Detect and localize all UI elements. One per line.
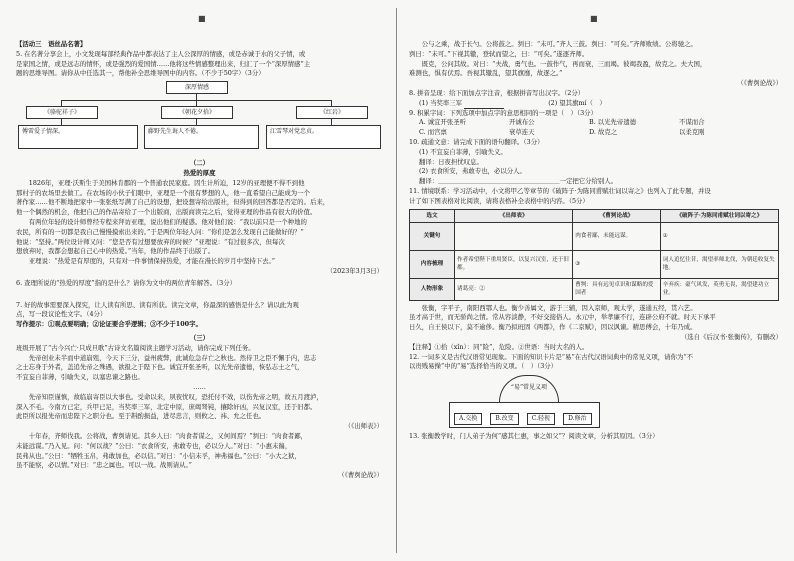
q9-option-pair: 不谋而合 [679, 118, 705, 127]
activity-title: 【活动三 语丝品名著】 [16, 40, 87, 48]
q8-items [409, 99, 782, 109]
question-6: 6. 查理所说的“热爱的厚度”指的是什么？请你为文中的两位青年解答。（3分） [16, 278, 237, 287]
section-number: （三） [189, 333, 210, 342]
passage-title: 热爱的厚度 [183, 168, 216, 177]
question-12: 12. 一词多义是古代汉语常见现象。下面的知识卡片是“易”在古代汉语词典中的常见义项，请你为“不 [409, 352, 694, 361]
passage-line: 他一个偶然的机会，他把自己的作品寄给了一个出版商，出版商读完之后，觉得亚理的作品有很大的价值。 [16, 208, 317, 217]
section-number: （二） [189, 159, 210, 168]
q10-item: (1) 不宜妄自菲薄，引喻失义。 [419, 147, 507, 156]
answer-blank[interactable] [464, 102, 504, 109]
card-title: “易”常见义项 [499, 375, 559, 402]
table-cell: 关键句 [410, 222, 455, 250]
question-8: 8. 拼音呈现：给下面加点字注音，根据拼音写出汉字。（2分） [409, 88, 585, 97]
table-cell[interactable]: ① [660, 222, 778, 250]
passage-source: （《曹刿论战》） [338, 471, 383, 480]
question-11: 11. 情境联系：学习活动中，小文将甲乙等章节的《破阵子·为陈同甫赋壮词以寄之》也列入了此专题，并设 [409, 186, 711, 195]
question-9: 9. 积累字词：下列选项中加点字的意思相同的一项是（ ）（3分） [409, 108, 597, 117]
mindmap-branch: 《红岩》 [296, 106, 368, 119]
q8-item: (2) 望其旗mí（ ） [548, 98, 606, 107]
passage-source: （《曹刿论战》） [737, 79, 782, 88]
comparison-table [409, 209, 779, 301]
table-header: 《曹刿论战》 [573, 209, 661, 222]
table-cell[interactable] [455, 222, 573, 250]
table-cell: 肉食者鄙，未能远谋。 [573, 222, 661, 250]
question-12: 以贵贱易操”中的“易”选择恰当的义项。（ ）（3分） [409, 362, 558, 371]
q9-option: A. 诚宜开张圣听 [419, 118, 467, 127]
passage-line: 十年春，齐师伐我。公将战，曹刿请见。其乡人曰：“肉食者谋之，又何间焉？”刿曰：“肉食者鄙， [28, 431, 308, 440]
passage-ellipsis: …… [193, 382, 206, 391]
question-11: 计了如下图表格对比阅读，请将表格补全表格中的内容。（5分） [409, 196, 589, 205]
passage-line: 难测也，惧有伏焉。吾视其辙乱，望其旗靡，故逐之。” [409, 69, 563, 78]
table-row [410, 278, 779, 300]
binding-mark: ■ [198, 14, 206, 23]
mindmap-leaf: 傅雷爱子情深。 [18, 125, 138, 149]
passage-line: 想放弃时，我都会想起自己心中的热爱。”当年，他的作品终于出版了。 [16, 247, 215, 256]
mindmap-leaf: 藤野先生诲人不倦。 [144, 125, 259, 149]
passage-line: 未能远谋。”乃入见。问：“何以战？”公曰：“衣食所安，弗敢专也，必以分人。”对曰：“小惠未徧， [16, 441, 292, 450]
q9-option: C. 而宫禀 [419, 128, 447, 137]
passage-line: 刿曰：“未可。”下视其辙，登轼而望之，曰：“可矣。”遂逐齐师。 [409, 49, 589, 58]
passage-line: 之士忘身于外者，盖追先帝之殊遇，欲报之于陛下也。诚宜开张圣听，以光先帝遗德，恢弘志士之气， [16, 363, 304, 372]
passage-line: 1826年，亚理·沃斯生于美国林肯郡的一个普通农民家庭。因生计所迫，12岁的亚理便不得不到他 [28, 178, 305, 187]
knowledge-card [449, 375, 782, 428]
q9-option-pair: 开诚布公 [509, 118, 535, 127]
mindmap-root: 深厚情感 [166, 81, 228, 94]
card-option: C.轻视 [527, 413, 555, 425]
table-cell: 词人追忆往昔，渴望率师北伐，为朝廷收复失地。 [660, 250, 778, 278]
right-page [397, 0, 794, 561]
q9-option-pair: 以柔克刚 [679, 128, 705, 137]
mindmap-leaf: 江雪琴对党忠贞。 [266, 125, 381, 149]
writing-hint: 写作提示：①观点要明确；②论证要合乎逻辑；③不少于100字。 [16, 320, 202, 329]
q10-item: 翻译：日夜担忧叹息。 [419, 157, 483, 166]
passage-line: 此臣所以报先帝而忠陛下之职分也。至于斟酌损益，进尽忠言，则攸之、祎、允之任也。 [16, 412, 266, 421]
question-7: 7. 好的故事需要深入探究，让人读有所思、读有所获。读完文章，你最深的感悟是什么？请以此为观 [16, 300, 299, 309]
q5-line: 是家国之情，或是远志的情怀，或是强烈的爱国情……他将这些情感整理出来，归汇了一个“深厚情感”主 [16, 59, 311, 68]
passage-line: 深入不毛。今南方已定，兵甲已足，当奖率三军，北定中原，庶竭驽钝，攘除奸凶，兴复汉室，还于旧都。 [16, 402, 317, 411]
card-options [449, 402, 600, 428]
card-option: A.交换 [454, 413, 482, 425]
table-header: 《出师表》 [455, 209, 573, 222]
passage-line: 他说：“坚持。”两位设计师又问：“您是否有过想要放弃的时候？”亚理说：“有过很多次，但每次 [16, 237, 285, 246]
question-13: 13. 张衡教学时，门人弟子为何“感其仁惠，事之如父”？阅读文章，分析其原因。（3分） [409, 432, 659, 441]
passage-line: 民弗从也。”公曰：“牺牲玉帛，弗敢加也，必以信。”对曰：“小信未孚，神弗福也。”公曰：“小大之狱， [16, 451, 301, 460]
q9-option: B. 以光先帝遗德 [589, 118, 637, 127]
table-header: 选文 [410, 209, 455, 222]
card-option: B.改变 [490, 413, 518, 425]
question-7: 点，写一段议论性文字。（4分） [16, 310, 107, 319]
mindmap-branch: 《骆驼祥子》 [26, 106, 98, 119]
table-header-row [410, 209, 779, 222]
q9-options-row [409, 118, 782, 128]
mindmap-branch: 《朝花夕拾》 [161, 106, 233, 119]
q5-line: 5. 在名著分享会上，小文发现每部经典作品中都表达了主人公深厚的情感，或是赤诚于水的父子情，或 [16, 49, 306, 58]
table-cell[interactable]: ③ [573, 250, 661, 278]
passage-source: （《出师表》） [344, 422, 383, 431]
passage-line: 农民，所有的一切都是我自己慢慢摸索出来的。”于是两位年轻人问：“你们是怎么发现自己能做好的？” [16, 227, 304, 236]
passage-source: （选自《后汉书·张衡传》，有删改） [680, 332, 782, 341]
mindmap [16, 79, 383, 159]
passage-line: 不宜妄自菲薄，引喻失义，以塞忠谏之路也。 [16, 373, 144, 382]
question-10: 10. 疏通文意：请完成下面的语句翻译。（3分） [409, 137, 544, 146]
passage-line: 既克，公问其故。对曰：“夫战，勇气也。一鼓作气，再而衰，三而竭。彼竭我盈，故克之。夫大国， [421, 59, 707, 68]
table-cell[interactable]: 诸葛亮：② [455, 278, 573, 300]
table-cell: 辛弃疾：豪气风发，英勇无畏，渴望建功立业。 [660, 278, 778, 300]
card-option: D.修治 [563, 413, 592, 425]
q8-item: (1) 当奖率三军 [419, 98, 463, 107]
q10-item: 翻译：＿＿＿＿＿＿＿＿＿＿＿＿＿＿＿＿＿＿＿一定把它分给别人。 [419, 177, 618, 186]
table-cell: 人物形象 [410, 278, 455, 300]
table-header: 《破阵子·为陈同甫赋壮词以寄之》 [660, 209, 778, 222]
passage-line: 先帝知臣谨慎，故临崩寄臣以大事也。受命以来，夙夜忧叹，恐托付不效，以伤先帝之明，故五月渡泸， [28, 392, 323, 401]
table-row [410, 222, 779, 250]
q9-option-pair: 衰草连天 [509, 128, 535, 137]
passage-line: 虽不能察，必以情。”对曰：“忠之属也。可以一战。战则请从。” [16, 461, 192, 470]
section-intro: 班级开展了“古今兴亡·只成旦歌”古诗文名篇阅读主题学习活动，请你完成下列任务。 [16, 343, 255, 352]
passage-line: 有两位年轻的设计师曾经专程来拜访亚理，说出他们的疑惑。他对他们说：“我以前只是一个种地的 [28, 217, 307, 226]
q5-line: 题的思维导图。请你从中任选其一，帮他补全思维导图中的内容。（不少于50字）（3分） [16, 69, 265, 78]
table-cell: 作者希望陛下重用贤臣，以复兴汉室，还于旧都。 [455, 250, 573, 278]
passage-line: 亚理说：“热爱是有厚度的，只有对一件事情保持热爱，才能在漫长的岁月中坚持下去。” [28, 257, 275, 266]
q10-item: (2) 衣食所安，弗敢专也，必以分人。 [419, 167, 526, 176]
passage-source: （2023年3月3日） [326, 266, 383, 275]
binding-mark: ■ [590, 14, 598, 23]
table-row [410, 250, 779, 278]
table-cell: 曹刿：具有远见卓识和谋略的爱国者 [573, 278, 661, 300]
passage-line: 张衡，字平子，南阳西鄂人也。衡少善属文，游于三辅，因入京师，观太学，遂通五经，贯六艺。 [421, 303, 697, 312]
passage-line: 著作家……他不断地把家中一张张纸写满了自己的设想，把设想寄给出版社，但得到的回答都是否定的。后来， [16, 198, 330, 207]
passage-line: 公与之乘，战于长勺。公将鼓之。刿曰：“未可。”齐人三鼓。刿曰：“可矣。”齐师败绩。公将驰之。 [421, 40, 697, 48]
passage-line: 日久，自王侯以下，莫不逾侈。衡乃拟班固《两都》，作《二京赋》，因以讽谏。精思傅会，十年乃成。 [409, 323, 697, 332]
passage-line: 先帝创业未半而中道崩殂，今天下三分，益州疲弊，此诚危急存亡之秋也。然侍卫之臣不懈于内，忠志 [28, 353, 317, 362]
passage-line: 那村子的农场里去做工。在农场的小伙子们眼中，亚理是一个很有梦想的人，他一直希望自己能成为一个 [16, 188, 310, 197]
q9-option: D. 故克之 [589, 128, 618, 137]
passage-line: 虽才高于世，而无骄尚之情。常从容淡静，不好交接俗人。永元中，举孝廉不行，连辟公府不就。时天下承平 [409, 313, 716, 322]
q9-options-row [409, 128, 782, 138]
annotation-note: 【注释】①拾（xǐn）：同“险”，危险。②世语：当时大名的人。 [409, 342, 589, 351]
table-cell: 内容梳理 [410, 250, 455, 278]
